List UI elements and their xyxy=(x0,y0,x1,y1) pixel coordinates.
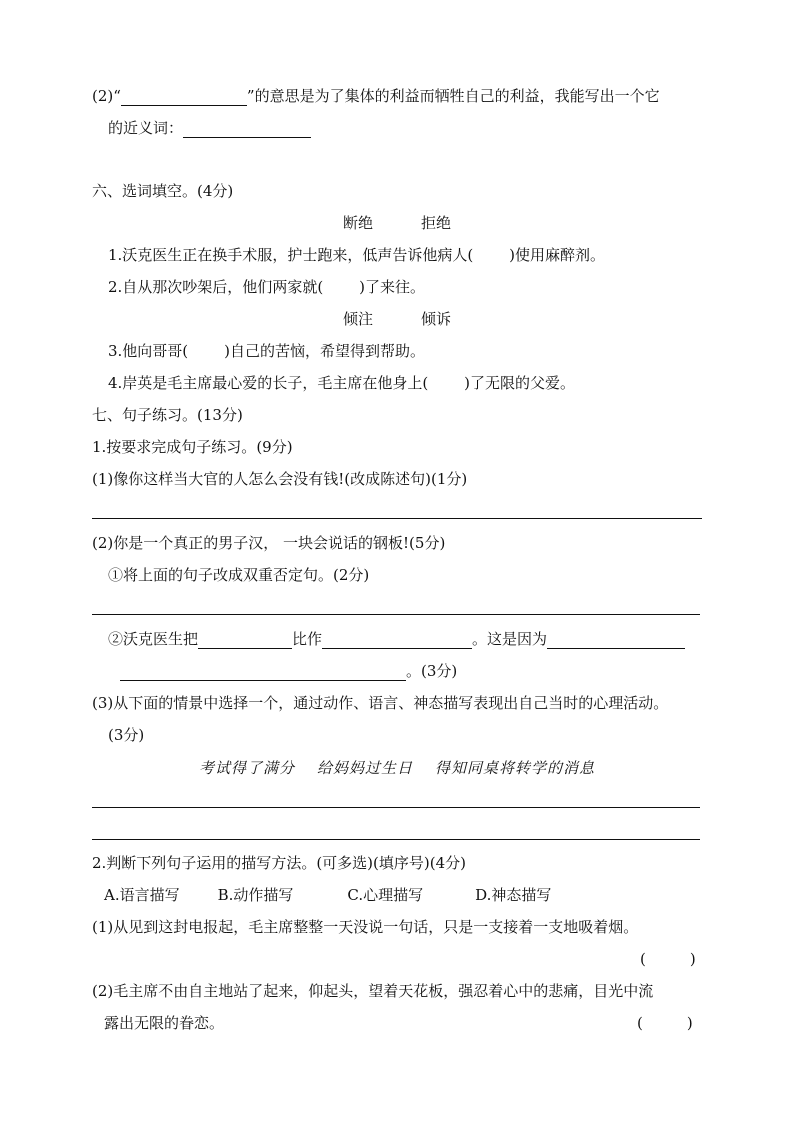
judge-2-paren-open: ( xyxy=(637,1014,643,1032)
question-2b-line2 xyxy=(120,661,457,681)
q5-line1-suffix: ”的意思是为了集体的利益而牺牲自己的利益，我能写出一个它 xyxy=(246,87,660,105)
scenario-list xyxy=(0,758,794,778)
option-b: B.动作描写 xyxy=(217,886,294,904)
judge-1-paren-close: ) xyxy=(689,950,696,968)
scenario-3: 得知同桌将转学的消息 xyxy=(435,759,596,777)
q2b-part-2: 比作 xyxy=(292,630,323,648)
judge-1-paren-open: ( xyxy=(640,950,646,968)
q2b-part-4: 。(3分) xyxy=(406,662,458,680)
q5-line2-text: 的近义词： xyxy=(108,119,184,137)
scenario-1: 考试得了满分 xyxy=(198,759,295,777)
option-a: A.语言描写 xyxy=(104,886,180,904)
answer-line-q3-2[interactable] xyxy=(92,839,700,840)
word-group-2-word-1: 倾注 xyxy=(342,310,373,328)
fill-item-3 xyxy=(108,341,425,361)
question-2b-line1 xyxy=(108,629,685,649)
fill-item-4-post: )了无限的父爱。 xyxy=(464,374,576,392)
q2b-blank-2[interactable] xyxy=(322,632,472,649)
judge-2-answer[interactable] xyxy=(637,1013,693,1033)
judge-1-text: (1)从见到这封电报起，毛主席整整一天没说一句话，只是一支接着一支地吸着烟。 xyxy=(92,918,639,936)
scenario-2: 给妈妈过生日 xyxy=(316,759,413,777)
question-2-text: (2)你是一个真正的男子汉， 一块会说话的钢板!(5分) xyxy=(92,534,446,552)
sub-question-1-heading: 1.按要求完成句子练习。(9分) xyxy=(92,438,293,456)
fill-item-1 xyxy=(108,245,605,265)
fill-item-1-pre: 1.沃克医生正在换手术服，护士跑来，低声告诉他病人( xyxy=(108,246,474,264)
word-group-1-word-2: 拒绝 xyxy=(421,214,452,232)
q5-line2 xyxy=(108,118,311,138)
q5-blank-idiom[interactable] xyxy=(121,89,247,106)
q5-line1 xyxy=(92,86,660,106)
answer-line-q2a[interactable] xyxy=(92,614,700,615)
section-6-heading: 六、选词填空。(4分) xyxy=(92,182,234,200)
judge-2-paren-close: ) xyxy=(686,1014,693,1032)
q2b-blank-4[interactable] xyxy=(120,664,406,681)
q2b-blank-1[interactable] xyxy=(198,632,292,649)
judge-1-answer[interactable] xyxy=(640,949,696,969)
question-3-line2: (3分) xyxy=(108,726,145,744)
word-group-2 xyxy=(0,309,794,329)
answer-line-q1[interactable] xyxy=(92,518,702,519)
fill-item-2 xyxy=(108,277,425,297)
option-c: C.心理描写 xyxy=(347,886,424,904)
q2b-part-1: ②沃克医生把 xyxy=(108,630,199,648)
word-group-1 xyxy=(0,213,794,233)
q5-line1-prefix: (2)“ xyxy=(92,87,121,105)
sub-question-2-heading: 2.判断下列句子运用的描写方法。(可多选)(填序号)(4分) xyxy=(92,854,466,872)
q2b-blank-3[interactable] xyxy=(547,632,685,649)
question-2a-text: ①将上面的句子改成双重否定句。(2分) xyxy=(108,566,370,584)
fill-item-3-post: )自己的苦恼，希望得到帮助。 xyxy=(224,342,426,360)
question-3-line1: (3)从下面的情景中选择一个，通过动作、语言、神态描写表现出自己当时的心理活动。 xyxy=(92,694,669,712)
judge-2-line2: 露出无限的眷恋。 xyxy=(104,1014,225,1032)
word-group-2-word-2: 倾诉 xyxy=(421,310,452,328)
question-1-text: (1)像你这样当大官的人怎么会没有钱!(改成陈述句)(1分) xyxy=(92,470,468,488)
word-group-1-word-1: 断绝 xyxy=(342,214,373,232)
options-row xyxy=(104,885,551,905)
q2b-part-3: 。这是因为 xyxy=(472,630,548,648)
judge-2-line1: (2)毛主席不由自主地站了起来，仰起头，望着天花板，强忍着心中的悲痛，目光中流 xyxy=(92,982,654,1000)
fill-item-1-post: )使用麻醉剂。 xyxy=(509,246,606,264)
option-d: D.神态描写 xyxy=(475,886,552,904)
fill-item-4-pre: 4.岸英是毛主席最心爱的长子，毛主席在他身上( xyxy=(108,374,429,392)
q5-blank-synonym[interactable] xyxy=(183,121,311,138)
fill-item-2-pre: 2.自从那次吵架后，他们两家就( xyxy=(108,278,324,296)
fill-item-3-pre: 3.他向哥哥( xyxy=(108,342,189,360)
fill-item-2-post: )了来往。 xyxy=(359,278,426,296)
fill-item-4 xyxy=(108,373,575,393)
answer-line-q3-1[interactable] xyxy=(92,807,700,808)
section-7-heading: 七、句子练习。(13分) xyxy=(92,406,243,424)
